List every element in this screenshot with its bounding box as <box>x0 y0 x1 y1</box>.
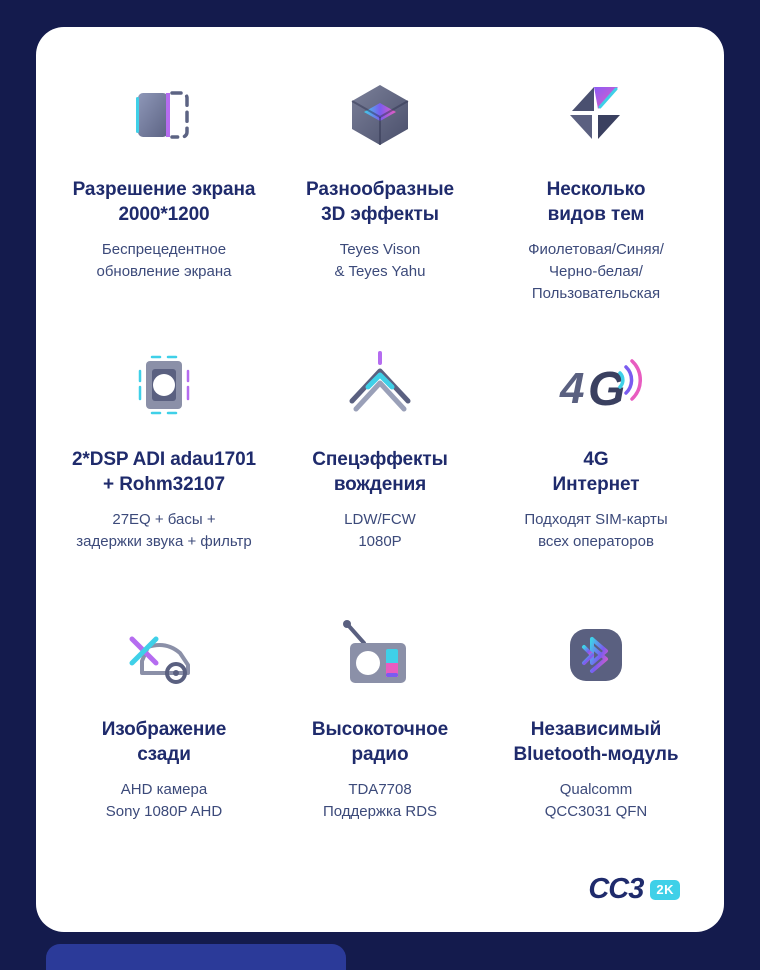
feature-title-line1: Независимый <box>530 719 662 740</box>
feature-title-line2: сзади <box>137 744 191 766</box>
themes-icon <box>556 67 636 163</box>
feature-sub-line2: Черно-белая/ <box>549 262 643 280</box>
feature-title-line2: Bluetooth-модуль <box>513 744 679 766</box>
feature-item-3d-effects <box>272 67 488 337</box>
feature-title <box>102 717 227 767</box>
rear-camera-icon <box>114 607 214 703</box>
cube-3d-effects-icon <box>342 67 418 163</box>
feature-sub-line2: всех операторов <box>538 532 654 550</box>
feature-title <box>306 177 454 227</box>
feature-subtitle <box>344 509 416 553</box>
feature-sub-line1: Беспрецедентное <box>101 241 227 259</box>
feature-title <box>72 447 256 497</box>
feature-item-themes <box>488 67 704 337</box>
feature-item-radio <box>272 607 488 877</box>
feature-grid <box>36 27 724 877</box>
feature-title <box>312 717 448 767</box>
feature-title-line1: Изображение <box>101 719 227 740</box>
feature-title <box>547 177 646 227</box>
svg-text:G: G <box>588 363 626 416</box>
feature-title-line1: 4G <box>583 449 609 470</box>
feature-title-line2: Интернет <box>552 474 640 496</box>
feature-item-driving-effects <box>272 337 488 607</box>
feature-card <box>36 27 724 932</box>
feature-sub-line2: обновление экрана <box>96 262 232 280</box>
feature-subtitle <box>106 779 222 823</box>
feature-item-screen-resolution <box>56 67 272 337</box>
feature-item-dsp <box>56 337 272 607</box>
feature-subtitle <box>545 779 648 823</box>
feature-sub-line1: TDA7708 <box>348 781 412 799</box>
feature-title-line1: 2*DSP ADI adau1701 <box>71 449 257 470</box>
4g-internet-icon <box>546 337 646 433</box>
feature-sub-line1: Фиолетовая/Синяя/ <box>528 241 664 259</box>
feature-title-line2: вождения <box>333 474 427 496</box>
feature-sub-line2: 1080P <box>358 532 402 550</box>
feature-sub-line3: Пользовательская <box>531 284 661 302</box>
feature-subtitle <box>335 239 426 283</box>
feature-sub-line2: & Teyes Yahu <box>334 262 426 280</box>
feature-title-line1: Высокоточное <box>311 719 449 740</box>
feature-subtitle <box>323 779 437 823</box>
feature-title-line1: Разрешение экрана <box>72 179 256 200</box>
feature-subtitle <box>76 509 251 553</box>
feature-sub-line2: QCC3031 QFN <box>544 802 648 820</box>
feature-sub-line1: Teyes Vison <box>339 241 421 259</box>
feature-item-bluetooth <box>488 607 704 877</box>
feature-sub-line2: Поддержка RDS <box>322 802 438 820</box>
feature-title-line2: радио <box>351 744 409 766</box>
feature-item-rear-camera <box>56 607 272 877</box>
product-logo <box>588 873 680 906</box>
feature-title <box>312 447 447 497</box>
driving-effects-icon <box>334 337 426 433</box>
feature-title <box>553 447 640 497</box>
feature-title-line2: видов тем <box>547 204 645 226</box>
radio-icon <box>334 607 426 703</box>
feature-title-line2: 2000*1200 <box>118 204 210 226</box>
logo-badge-2k: 2K <box>650 880 680 900</box>
svg-text:4: 4 <box>560 364 585 413</box>
feature-sub-line1: Подходят SIM-карты <box>524 511 668 529</box>
feature-sub-line1: Qualcomm <box>559 781 633 799</box>
feature-subtitle <box>97 239 232 283</box>
feature-sub-line1: 27EQ + басы + <box>112 511 216 529</box>
feature-title-line1: Несколько <box>546 179 646 200</box>
feature-sub-line1: LDW/FCW <box>344 511 416 529</box>
feature-sub-line1: AHD камера <box>120 781 208 799</box>
logo-text: CC3 <box>588 873 644 905</box>
feature-title <box>73 177 256 227</box>
feature-title-line1: Спецэффекты <box>312 449 448 470</box>
screen-resolution-icon <box>126 67 202 163</box>
bottom-strip <box>46 944 346 970</box>
feature-title-line2: + Rohm32107 <box>103 474 225 496</box>
feature-title-line2: 3D эффекты <box>321 204 439 226</box>
feature-title <box>514 717 679 767</box>
feature-sub-line2: Sony 1080P AHD <box>105 802 223 820</box>
feature-sub-line2: задержки звука + фильтр <box>76 532 252 550</box>
dsp-audio-icon <box>124 337 204 433</box>
feature-item-4g <box>488 337 704 607</box>
feature-subtitle <box>524 509 667 553</box>
feature-subtitle <box>528 239 664 304</box>
bluetooth-icon <box>558 607 634 703</box>
feature-title-line1: Разнообразные <box>306 179 454 200</box>
